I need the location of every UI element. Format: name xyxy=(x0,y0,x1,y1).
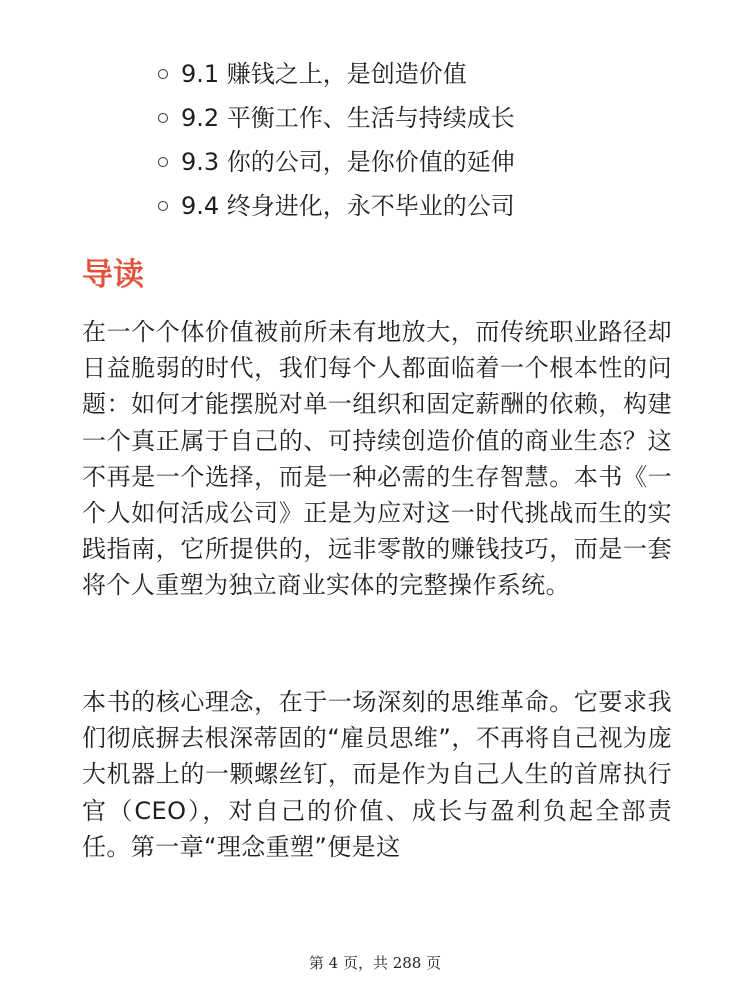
toc-item-label: 9.4 终身进化，永不毕业的公司 xyxy=(181,192,515,220)
page-number-footer: 第 4 页，共 288 页 xyxy=(308,954,442,972)
circle-bullet-icon xyxy=(158,201,168,211)
toc-item-label: 9.1 赚钱之上，是创造价值 xyxy=(181,60,467,88)
circle-bullet-icon xyxy=(158,157,168,167)
circle-bullet-icon xyxy=(158,69,168,79)
toc-item[interactable] xyxy=(158,140,515,184)
table-of-contents xyxy=(158,52,515,228)
body-paragraph: 在一个个体价值被前所未有地放大，而传统职业路径却日益脆弱的时代，我们每个人都面临着一个根本性的问题：如何才能摆脱对单一组织和固定薪酬的依赖，构建一个真正属于自己的、可持续创造价值的商业生态？这不再是一个选择，而是一种必需的生存智慧。本书《一个人如何活成公司》正是为应对这一时代挑战而生的实践指南，它所提供的，远非零散的赚钱技巧，而是一套将个人重塑为独立商业实体的完整操作系统。 xyxy=(82,318,672,600)
toc-item[interactable] xyxy=(158,52,515,96)
toc-item[interactable] xyxy=(158,96,515,140)
toc-item-label: 9.2 平衡工作、生活与持续成长 xyxy=(181,104,515,132)
toc-item[interactable] xyxy=(158,184,515,228)
toc-item-label: 9.3 你的公司，是你价值的延伸 xyxy=(181,148,515,176)
body-paragraph: 本书的核心理念，在于一场深刻的思维革命。它要求我们彻底摒去根深蒂固的“雇员思维”，不再将自己视为庞大机器上的一颗螺丝钉，而是作为自己人生的首席执行官（CEO），对自己的价值、成长与盈利负起全部责任。第一章“理念重塑”便是这 xyxy=(82,688,672,861)
circle-bullet-icon xyxy=(158,113,168,123)
section-title: 导读 xyxy=(82,257,144,293)
